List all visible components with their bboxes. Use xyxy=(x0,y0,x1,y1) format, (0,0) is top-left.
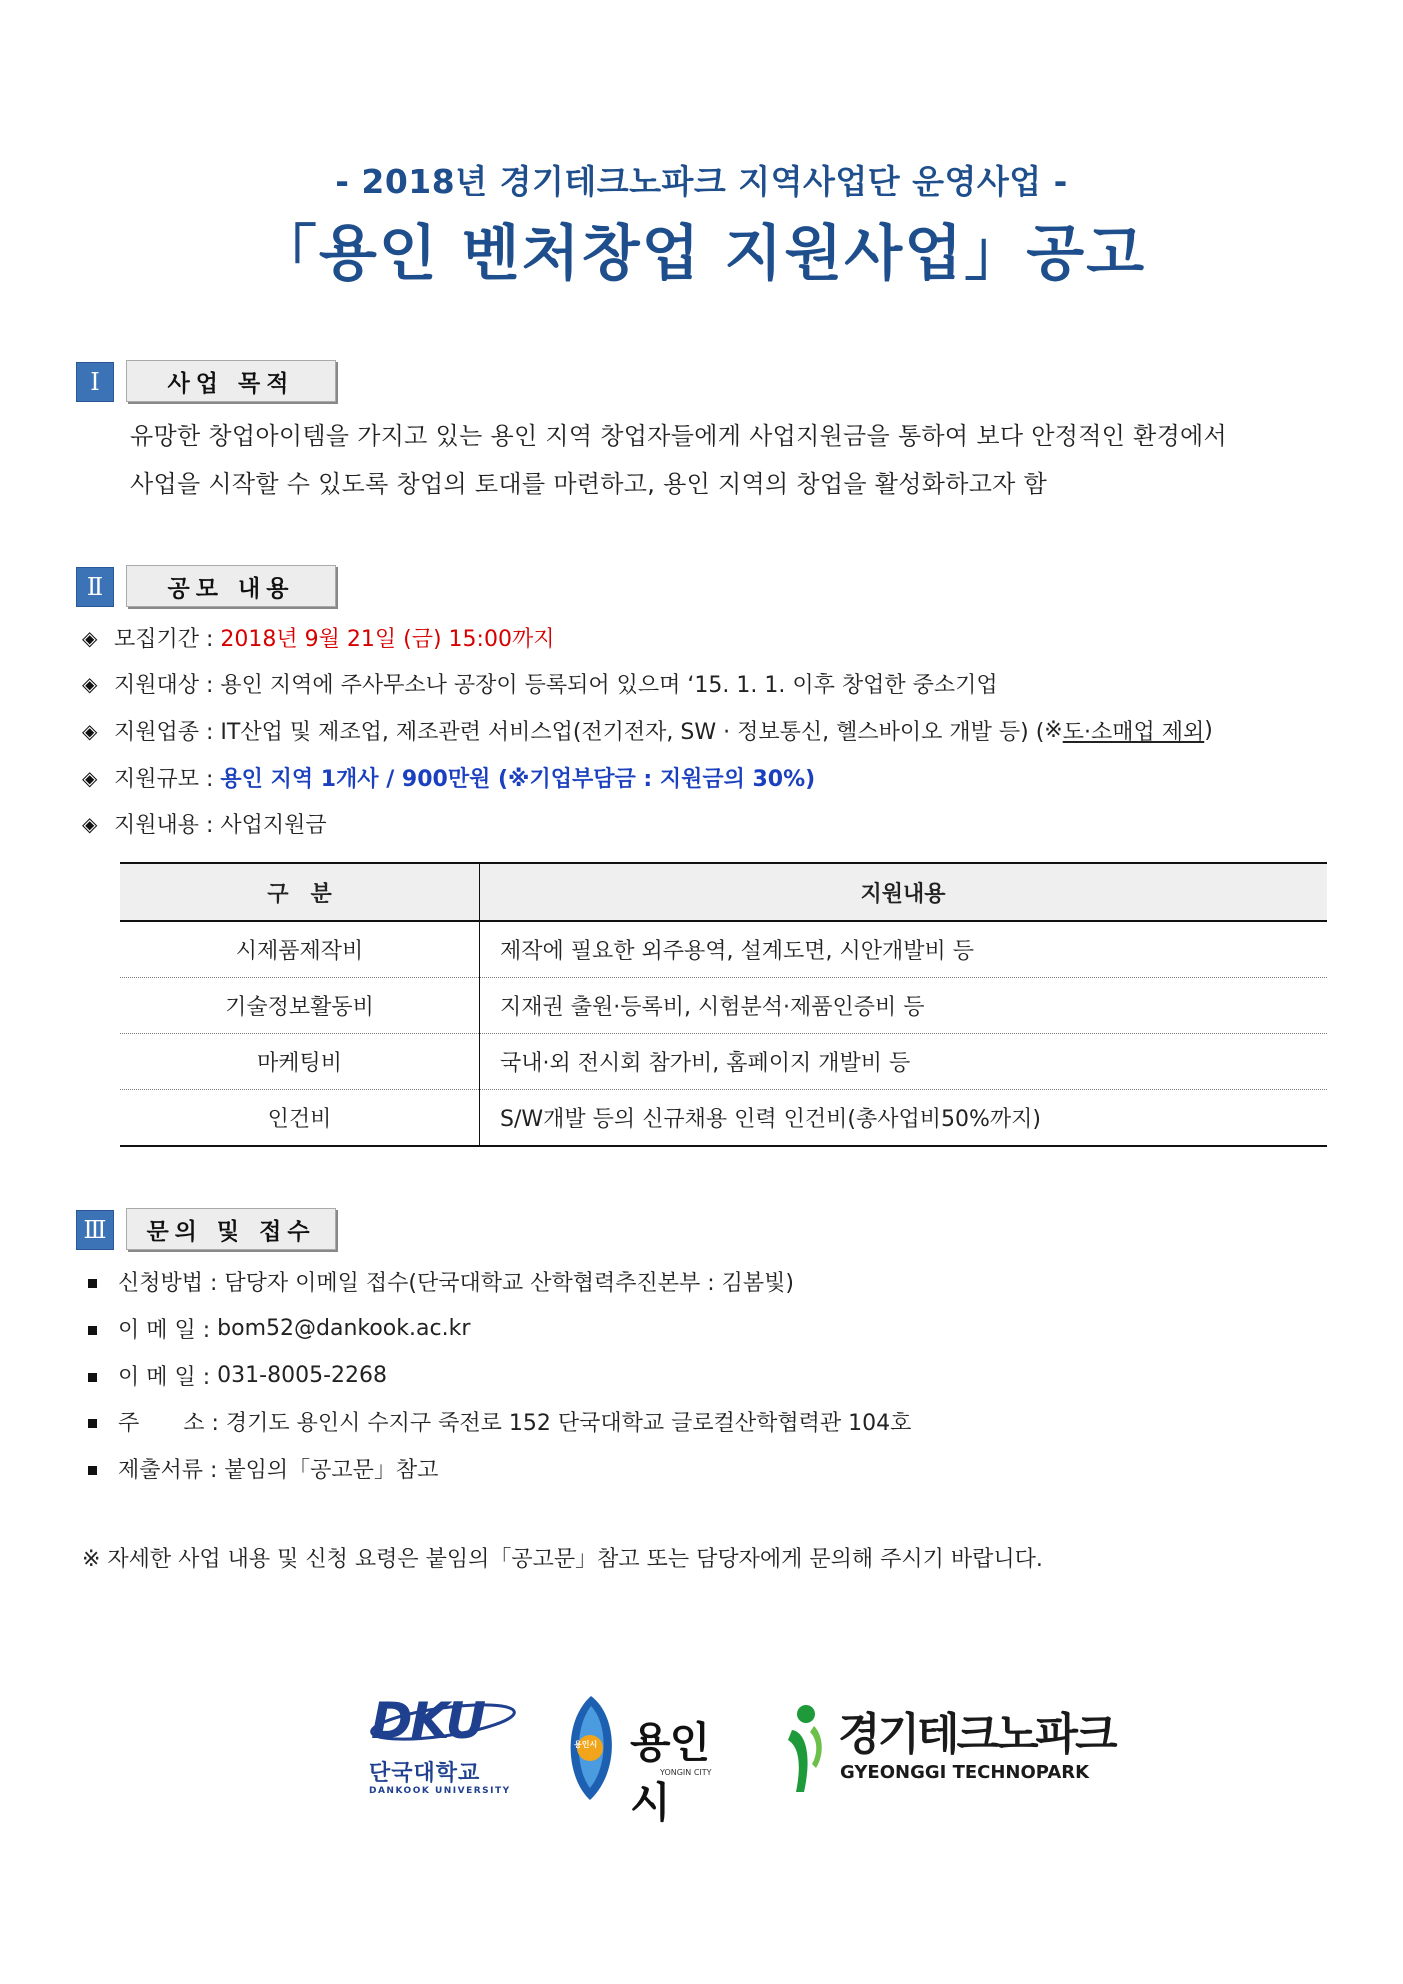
documents-value: 붙임의「공고문」참고 xyxy=(224,1458,439,1483)
square-bullet-icon xyxy=(88,1269,118,1294)
recruit-period-item xyxy=(82,622,554,653)
item-label: 주 소 : xyxy=(118,1411,219,1436)
section-2-number: Ⅱ xyxy=(76,567,114,607)
recruit-period-value: 2018년 9월 21일 (금) 15:00까지 xyxy=(220,627,555,652)
row-content: S/W개발 등의 신규채용 인력 인건비(총사업비50%까지) xyxy=(480,1090,1328,1147)
item-label: 지원업종 : xyxy=(114,720,214,745)
page-title: 「용인 벤처창업 지원사업」공고 xyxy=(256,219,1147,289)
yongin-seal-text: 용인시 xyxy=(574,1740,598,1749)
support-table xyxy=(120,862,1327,1147)
scale-value: 용인 지역 1개사 / 900만원 (※기업부담금 : 지원금의 30%) xyxy=(220,767,816,792)
diamond-bullet-icon: ◈ xyxy=(82,765,98,790)
scale-item xyxy=(82,762,815,793)
table-row xyxy=(120,978,1327,1034)
table-row xyxy=(120,1090,1327,1147)
yongin-name: 용인시 xyxy=(630,1718,710,1827)
dankook-logo xyxy=(363,1690,523,1800)
yongin-logo xyxy=(560,1690,740,1827)
table-row xyxy=(120,1034,1327,1090)
diamond-bullet-icon: ◈ xyxy=(82,671,98,696)
item-label: 이 메 일 : xyxy=(118,1365,211,1390)
phone-item xyxy=(88,1360,387,1391)
row-category: 기술정보활동비 xyxy=(120,978,480,1034)
address-value: 경기도 용인시 수지구 죽전로 152 단국대학교 글로컬산학협력관 104호 xyxy=(225,1411,912,1436)
apply-method-value: 담당자 이메일 접수(단국대학교 산학협력추진본부 : 김봄빛) xyxy=(224,1271,795,1296)
yongin-english-name: YONGIN CITY xyxy=(660,1768,712,1777)
target-value: 용인 지역에 주사무소나 공장이 등록되어 있으며 ‘15. 1. 1. 이후 창업한 중소기업 xyxy=(220,673,998,698)
apply-method-item xyxy=(88,1266,794,1297)
row-category: 시제품제작비 xyxy=(120,921,480,978)
diamond-bullet-icon: ◈ xyxy=(82,625,98,650)
header-content: 지원내용 xyxy=(480,863,1328,921)
header-category: 구 분 xyxy=(120,863,480,921)
industry-end: ) xyxy=(1204,718,1213,743)
target-item xyxy=(82,668,998,699)
gtp-english-name: GYEONGGI TECHNOPARK xyxy=(840,1762,1090,1783)
item-label: 지원규모 : xyxy=(114,767,214,792)
row-category: 마케팅비 xyxy=(120,1034,480,1090)
square-bullet-icon xyxy=(88,1456,118,1481)
page-subtitle: - 2018년 경기테크노파크 지역사업단 운영사업 - xyxy=(335,162,1068,201)
notice-note: ※ 자세한 사업 내용 및 신청 요령은 붙임의「공고문」참고 또는 담당자에게 문의해 주시기 바랍니다. xyxy=(82,1547,1043,1572)
diamond-bullet-icon: ◈ xyxy=(82,811,98,836)
dku-mark-text: DKU xyxy=(371,1692,485,1750)
item-label: 신청방법 : xyxy=(118,1271,218,1296)
table-row xyxy=(120,921,1327,978)
item-label: 제출서류 : xyxy=(118,1458,218,1483)
item-label: 이 메 일 : xyxy=(118,1318,211,1343)
row-category: 인건비 xyxy=(120,1090,480,1147)
table-header-row xyxy=(120,863,1327,921)
phone-value: 031-8005-2268 xyxy=(217,1363,388,1388)
purpose-line-2: 사업을 시작할 수 있도록 창업의 토대를 마련하고, 용인 지역의 창업을 활성화하고자 함 xyxy=(130,470,1048,498)
item-label: 모집기간 : xyxy=(114,627,214,652)
square-bullet-icon xyxy=(88,1316,118,1341)
industry-item xyxy=(82,715,1213,746)
item-label: 지원대상 : xyxy=(114,673,214,698)
industry-exclusion: 도·소매업 제외 xyxy=(1062,720,1205,745)
section-1-number: Ⅰ xyxy=(76,362,114,402)
gyeonggi-technopark-logo xyxy=(782,1692,1115,1802)
square-bullet-icon xyxy=(88,1363,118,1388)
diamond-bullet-icon: ◈ xyxy=(82,718,98,743)
address-item xyxy=(88,1406,911,1437)
dku-name: 단국대학교 xyxy=(369,1761,481,1786)
reference-mark: ※ xyxy=(1044,718,1063,743)
section-3-label: 문의 및 접수 xyxy=(126,1208,336,1250)
row-content: 국내·외 전시회 참가비, 홈페이지 개발비 등 xyxy=(480,1034,1328,1090)
section-1-label: 사업 목적 xyxy=(126,360,336,402)
email-value[interactable]: bom52@dankook.ac.kr xyxy=(217,1316,471,1341)
section-2-label: 공모 내용 xyxy=(126,565,336,607)
section-3-number: Ⅲ xyxy=(76,1210,114,1250)
content-item xyxy=(82,808,327,839)
dku-english-name: DANKOOK UNIVERSITY xyxy=(369,1786,511,1796)
documents-item xyxy=(88,1453,438,1484)
square-bullet-icon xyxy=(88,1409,118,1434)
email-item xyxy=(88,1313,470,1344)
gtp-name: 경기테크노파크 xyxy=(838,1709,1115,1760)
row-content: 제작에 필요한 외주용역, 설계도면, 시안개발비 등 xyxy=(480,921,1328,978)
industry-value: IT산업 및 제조업, 제조관련 서비스업(전기전자, SW · 정보통신, 헬스바이오 개발 등) ( xyxy=(220,720,1045,745)
content-value: 사업지원금 xyxy=(220,813,327,838)
row-content: 지재권 출원·등록비, 시험분석·제품인증비 등 xyxy=(480,978,1328,1034)
purpose-line-1: 유망한 창업아이템을 가지고 있는 용인 지역 창업자들에게 사업지원금을 통하여 보다 안정적인 환경에서 xyxy=(130,422,1228,450)
gtp-figure-icon xyxy=(782,1696,832,1796)
item-label: 지원내용 : xyxy=(114,813,214,838)
